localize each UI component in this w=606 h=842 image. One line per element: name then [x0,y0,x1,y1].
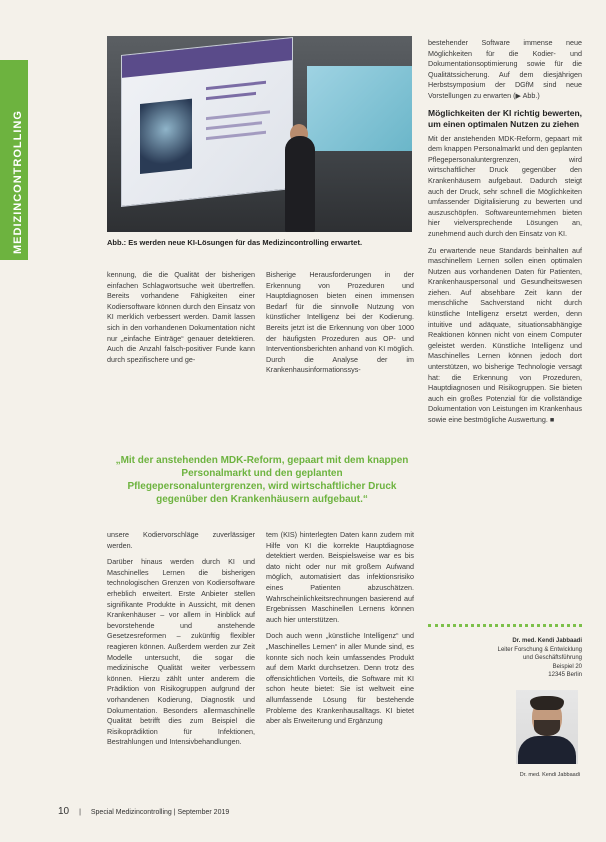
divider [428,624,582,627]
paragraph: Darüber hinaus werden durch KI und Maschinelles Lernen die bisherigen technologischen Grenzen von Kodiersoftware erheblich erweitert. Erste Anbieter stellen signifikante Produkte in Aussicht, mit denen Krankenhäuser – vor allem in Hinblick auf bevorstehende und anstehende Gesetzesreformen – zukünftig flexibler reagieren können. Außerdem werden zur Zeit Modelle untersucht, die sogar die medizinische Qualität weiter verbessern können. Hierzu zählt unter anderem die Prädiktion von Risikogruppen aufgrund der vorhandenen Kodierung, Diagnostik und Dokumentation. Besonders allermaschinelle Qualität betrifft dies zum Beispiel die Risikoprädiktion für Infektionen, Bestrahlungen und Intensivbehandlungen. [107,557,255,747]
column-left-bottom [107,530,255,754]
paragraph: Mit der anstehenden MDK-Reform, gepaart mit dem knappen Personalmarkt und den geplanten Pflegepersonaluntergrenzen, wird wirtschaftlicher Druck gegenüber den Krankenhäusern aufgebaut. Dadurch steigt auch der Druck, sehr schnell die Möglichkeiten umfassender Digitalisierung zu bewerten und auszuschöpfen. Softwareunternehmen bieten hier vielversprechende Lösungen an, zunehmend auch durch den Einsatz von KI. [428,133,582,238]
author-city: 12345 Berlin [548,672,582,678]
section-tag-label: MEDIZINCONTROLLING [12,110,24,254]
conference-photo [107,36,412,232]
paragraph: bestehender Software immense neue Möglichkeiten für die Kodier- und Dokumentationsoptimierung sowie für die Qualitätssicherung. Auf dem diesjährigen Herbstsymposium der DGfM sind neue Vorstellungen zu erwarten (▶ Abb.) [428,38,582,100]
column-right [428,38,582,432]
author-name: Dr. med. Kendi Jabbaadi [512,638,582,644]
page-number: 10 [58,806,70,817]
paragraph: tem (KIS) hinterlegten Daten kann zudem mit Hilfe von KI die korrekte Hauptdiagnose detektiert werden. Beispielsweise war es bis dato nicht oder nur mit großem Aufwand möglich, automatisiert das infektionsrisiko eines Patienten abzuschätzen. Wahrscheinlichkeitsrechnungen basierend auf Ergebnissen Maschinellen Lernens können auch hier unterstützen. [266,530,414,624]
author-street: Beispiel 20 [552,663,582,670]
paragraph: unsere Kodiervorschläge zuverlässiger werden. [107,530,255,550]
paragraph: Bisherige Herausforderungen in der Erkennung von Prozeduren und Hauptdiagnosen bieten einen immensen Bedarf für die sinnvolle Nutzung von künstlicher Intelligenz bei der Kodierung. Bereits jetzt ist die Erkennung von über 1000 der häufigsten Prozeduren aus OP- und Interventionsberichten anhand von KI möglich. Durch die Analyse der im Krankenhausinformationssys- [266,270,414,375]
section-heading: Möglichkeiten der KI richtig bewerten, um einen optimalen Nutzen zu ziehen [428,107,582,129]
section-tag [0,60,28,260]
portrait-caption: Dr. med. Kendi Jabbaadi [519,772,580,778]
figure-caption: Abb.: Es werden neue KI-Lösungen für das Medizincontrolling erwartet. [107,238,363,247]
page-footer [58,806,229,817]
author-info [428,624,582,680]
projection-screen [121,37,293,207]
footer-separator: | [79,809,81,816]
second-screen [307,66,412,151]
author-role: Leiter Forschung & Entwicklung [497,646,582,653]
column-left-top [107,270,255,371]
paragraph: kennung, die die Qualität der bisherigen einfachen Schlagwortsuche weit übertreffen. Bereits vorhandene Fähigkeiten einer Kodiersoftware können durch den Einsatz von KI merklich verbessert werden. Damit lassen sich in den vorhandenen Dokumentation nicht nur „einfache Einträge“ genauer detektieren. Auch die Anzahl falsch-positiver Funde kann durch spezifischere und ge- [107,270,255,364]
author-portrait [516,690,578,764]
speaker [285,136,315,232]
publication-name: Special Medizincontrolling | September 2019 [90,809,230,816]
pull-quote: „Mit der anstehenden MDK-Reform, gepaart mit dem knappen Personalmarkt und den geplanten Pflegepersonaluntergrenzen, wird wirtschaftlicher Druck gegenüber den Krankenhäusern aufgebaut.“ [115,455,409,505]
author-company: und Geschäftsführung [522,655,582,661]
paragraph: Zu erwartende neue Standards beinhalten auf maschinellem Lernen sollen einen optimalen Nutzen aus vorhandenen Daten für Patienten, Krankenhauspersonal und Gesundheitswesen ziehen. Auf absehbare Zeit kann der menschliche Sachverstand nicht durch künstliche Intelligenz ersetzt werden, denn intuitive und adäquate, situationsabhängige Reaktionen können nicht von einem Computer geleistet werden. Künstliche Intelligenz und Maschinelles Lernen können jedoch dort unterstützen, wo bisherige Technologie versagt hat: die Erkennung von Prozeduren, Hauptdiagnosen und Risikogruppen. Sie bieten auch ein großes Potenzial für die vollständige Dokumentation von Leistungen im Krankenhaus sowie eine bestmögliche Auswertung. ■ [428,245,582,424]
paragraph: Doch auch wenn „künstliche Intelligenz“ und „Maschinelles Lernen“ in aller Munde sind, es konnte sich noch kein umfassendes Produkt auf dem Markt durchsetzen. Denn trotz des offensichtlichen Vorteils, die Software mit KI schon heute bietet: Sie ist weltweit eine allumfassende Lösung für bestehende Probleme des Krankenhausalltags. KI bietet aber als Erweiterung und Ergänzung [266,631,414,726]
column-middle-top [266,270,414,382]
column-middle-bottom [266,530,414,733]
